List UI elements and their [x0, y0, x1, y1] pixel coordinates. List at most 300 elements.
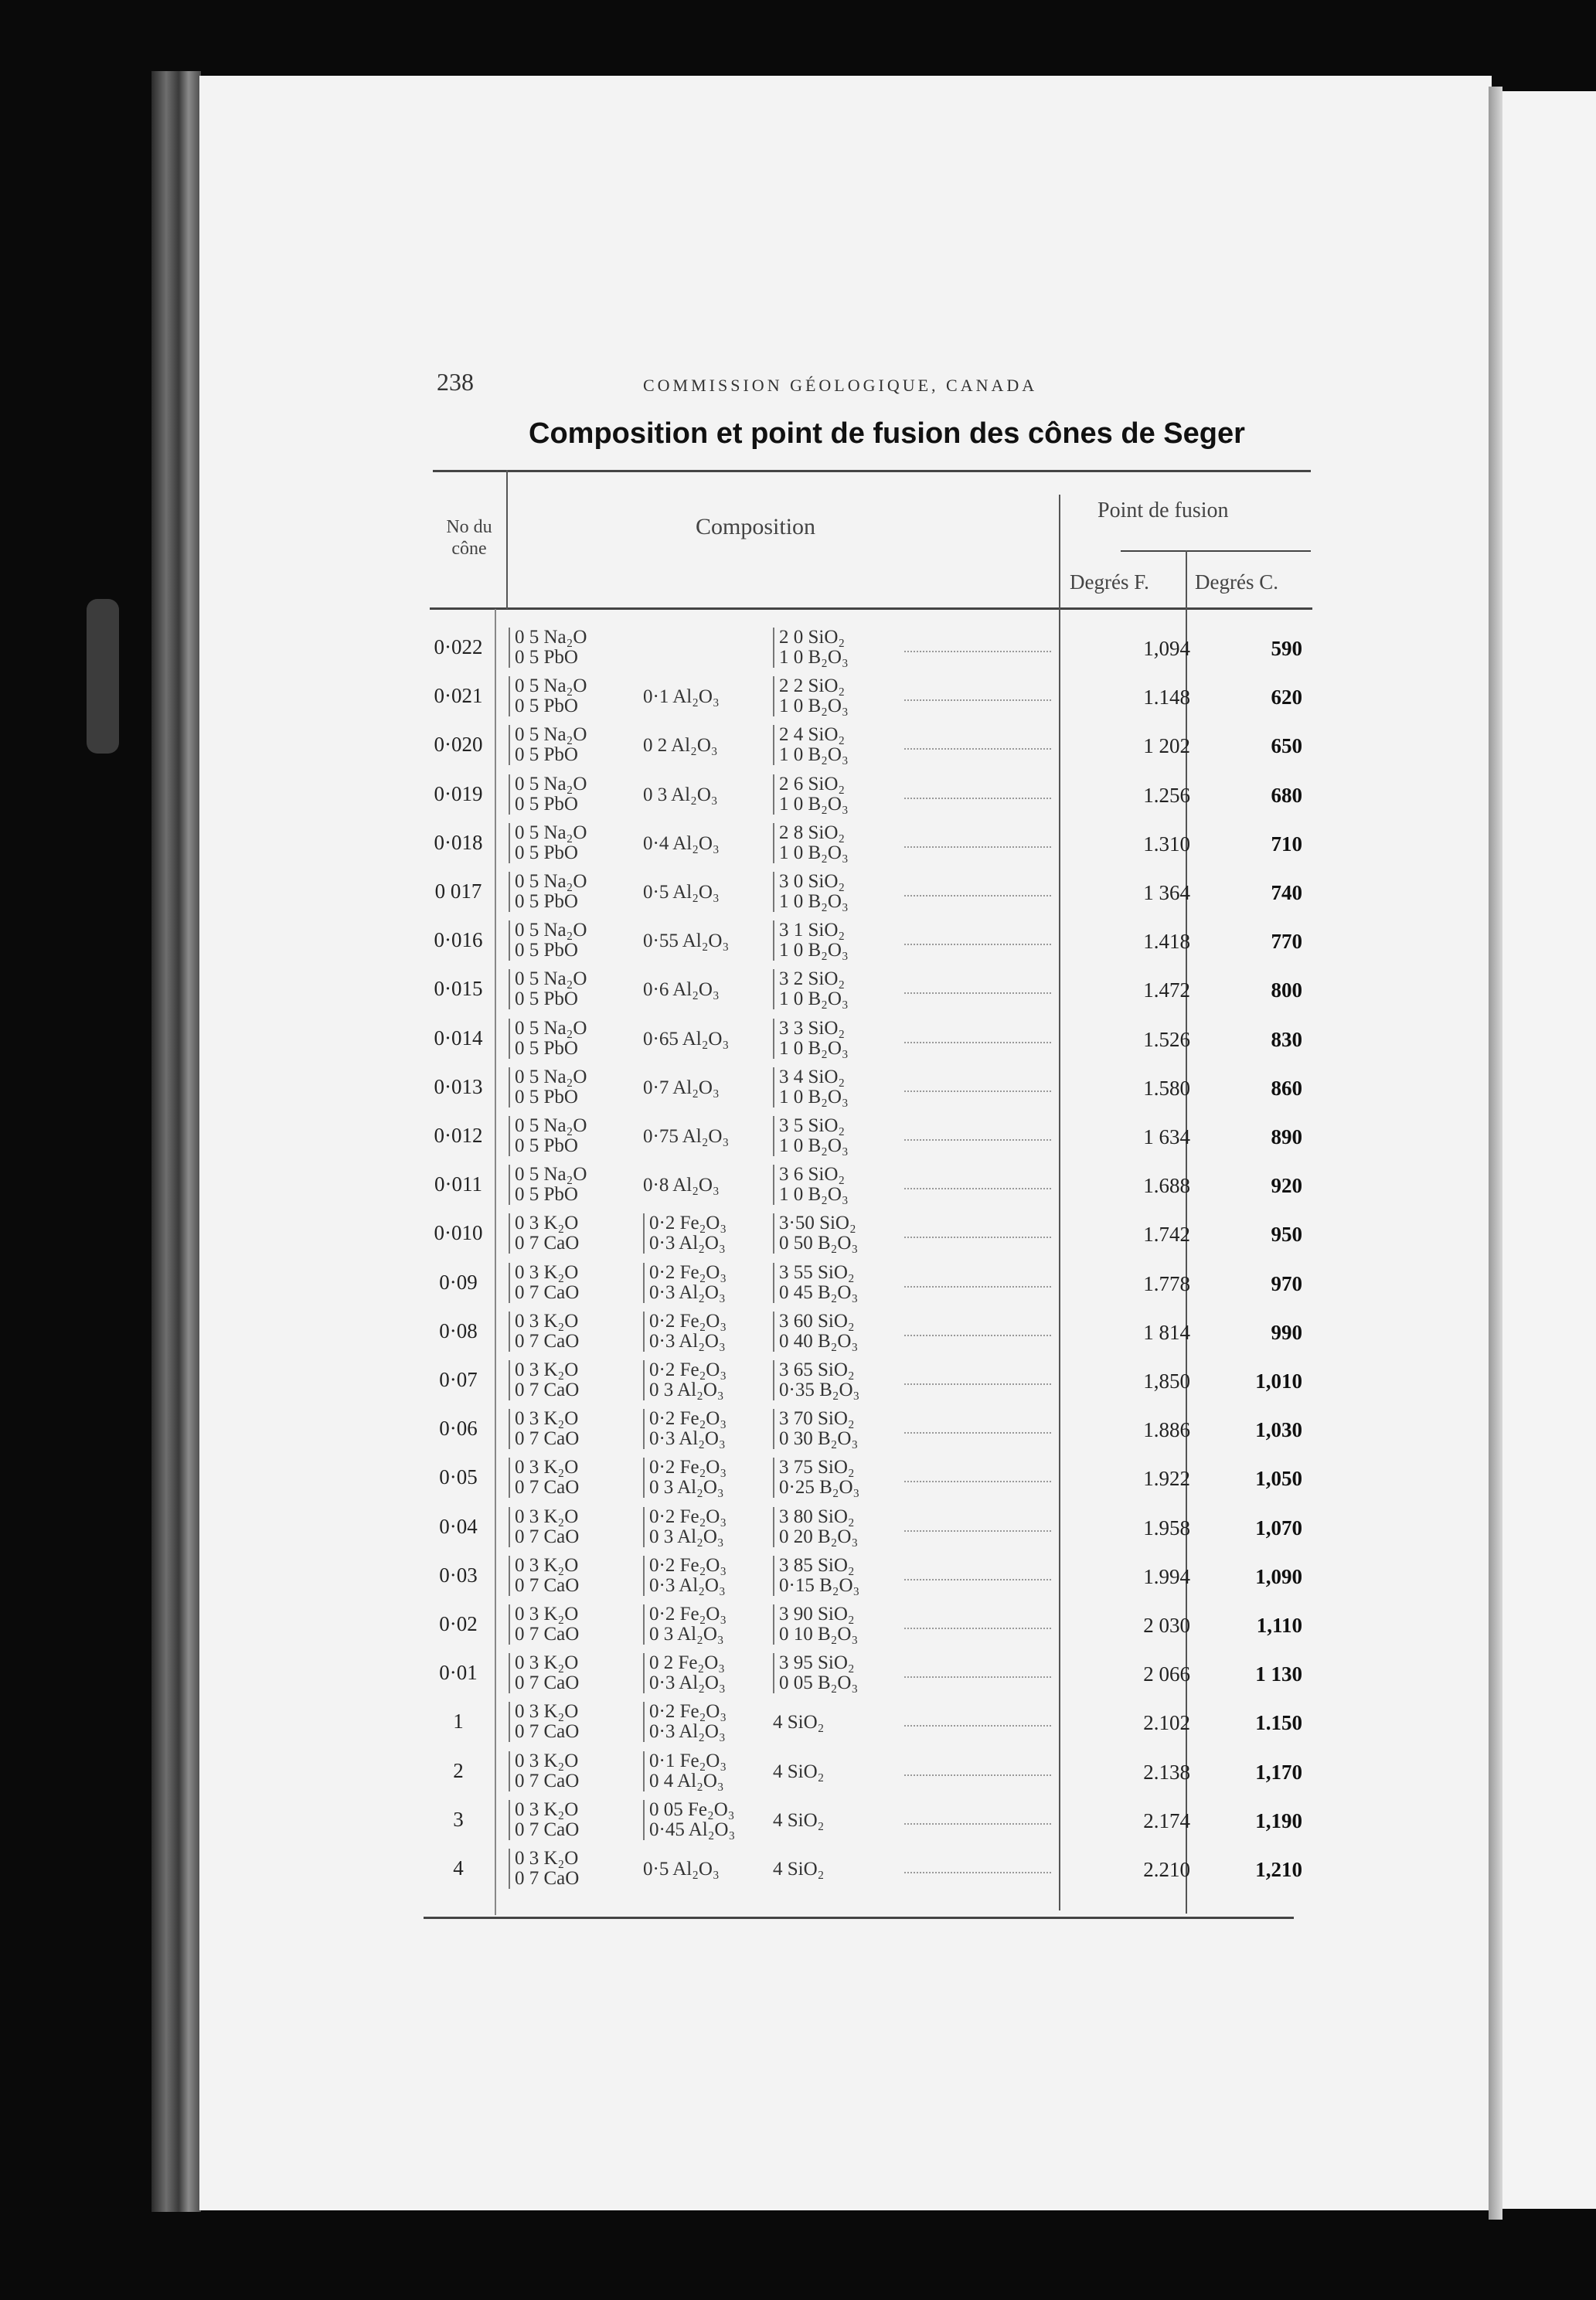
silica-group — [773, 1409, 858, 1449]
flux-group — [509, 725, 587, 765]
alumina-value: 0·4 Al₂O₃ — [643, 832, 720, 854]
degrees-c-value: 890 — [1271, 1125, 1302, 1148]
cone-number: 0·03 — [439, 1563, 478, 1587]
silica-line: 0 20 B₂O₃ — [779, 1526, 859, 1547]
flux-group — [509, 676, 587, 716]
silica-group — [773, 1653, 858, 1693]
degrees-c-value: 970 — [1271, 1271, 1302, 1295]
scan-smudge — [87, 599, 119, 754]
dot-leader — [904, 1286, 1051, 1288]
alumina-group — [643, 1556, 727, 1596]
degrees-f-value: 1.688 — [1143, 1174, 1190, 1198]
cone-number: 0·05 — [439, 1465, 478, 1489]
facing-page — [1502, 91, 1596, 2209]
silica-line: 1 0 B₂O₃ — [779, 696, 849, 717]
dot-leader — [904, 1139, 1051, 1141]
silica-group — [773, 628, 849, 668]
silica-line: 0·35 B₂O₃ — [779, 1380, 860, 1400]
table-row — [417, 820, 1314, 869]
flux-line: 0 5 PbO — [515, 793, 578, 815]
table-row — [417, 1260, 1314, 1308]
cone-number: 0·09 — [439, 1270, 478, 1294]
alumina-line: 0·2 Fe₂O₃ — [649, 1604, 727, 1625]
alumina-value: 0·75 Al₂O₃ — [643, 1126, 730, 1147]
table-row — [417, 673, 1314, 722]
alumina-line: 0·3 Al₂O₃ — [649, 1721, 726, 1743]
table-row — [417, 1357, 1314, 1406]
degrees-f-value: 1 814 — [1143, 1320, 1190, 1344]
silica-line: 3 1 SiO₂ — [779, 920, 846, 941]
table-row — [417, 1601, 1314, 1650]
table-row — [417, 771, 1314, 820]
cone-number: 1 — [453, 1710, 464, 1734]
flux-line: 0 3 K₂O — [515, 1457, 579, 1478]
flux-group — [509, 1556, 579, 1596]
alumina-line: 0 05 Fe₂O₃ — [649, 1798, 735, 1820]
header-degrees-c: Degrés C. — [1195, 570, 1278, 594]
silica-line: 3 90 SiO₂ — [779, 1604, 855, 1625]
alumina-line: 0·3 Al₂O₃ — [649, 1233, 726, 1254]
flux-line: 0 7 CaO — [515, 1819, 580, 1840]
flux-line: 0 3 K₂O — [515, 1604, 579, 1625]
degrees-f-value: 1.526 — [1143, 1027, 1190, 1051]
flux-group — [509, 1702, 579, 1742]
flux-line: 0 5 Na₂O — [515, 773, 587, 794]
flux-group — [509, 1312, 579, 1352]
degrees-f-value: 1.958 — [1143, 1516, 1190, 1540]
degrees-c-value: 680 — [1271, 783, 1302, 807]
silica-line: 3 95 SiO₂ — [779, 1652, 855, 1674]
alumina-line: 0·2 Fe₂O₃ — [649, 1506, 727, 1527]
cone-number: 0·016 — [434, 928, 483, 952]
degrees-c-value: 1,010 — [1255, 1369, 1302, 1393]
flux-group — [509, 628, 587, 668]
flux-group — [509, 1458, 579, 1498]
dot-leader — [904, 944, 1051, 945]
silica-line: 3 65 SiO₂ — [779, 1359, 855, 1380]
alumina-line: 0·3 Al₂O₃ — [649, 1281, 726, 1303]
flux-line: 0 5 PbO — [515, 1135, 578, 1156]
table-top-rule — [433, 470, 1311, 472]
silica-line: 0 30 B₂O₃ — [779, 1428, 859, 1450]
dot-leader — [904, 1628, 1051, 1629]
table-row — [417, 1846, 1314, 1894]
flux-line: 0 3 K₂O — [515, 1261, 579, 1283]
table-row — [417, 1162, 1314, 1210]
degrees-f-value: 2 066 — [1143, 1662, 1190, 1686]
flux-line: 0 3 K₂O — [515, 1701, 579, 1723]
silica-line: 2 4 SiO₂ — [779, 724, 846, 746]
flux-line: 0 7 CaO — [515, 1624, 580, 1645]
cone-number: 4 — [453, 1856, 464, 1880]
alumina-line: 0·2 Fe₂O₃ — [649, 1408, 727, 1430]
silica-line: 1 0 B₂O₃ — [779, 793, 849, 815]
silica-line: 3 6 SiO₂ — [779, 1164, 846, 1186]
dot-leader — [904, 1774, 1051, 1776]
degrees-c-value: 620 — [1271, 686, 1302, 709]
table-row — [417, 1748, 1314, 1797]
table-row — [417, 1308, 1314, 1357]
degrees-c-value: 800 — [1271, 978, 1302, 1002]
flux-group — [509, 1653, 579, 1693]
degrees-f-value: 1.580 — [1143, 1076, 1190, 1100]
flux-line: 0 5 Na₂O — [515, 675, 587, 697]
silica-line: 1 0 B₂O₃ — [779, 1135, 849, 1156]
alumina-line: 0 3 Al₂O₃ — [649, 1624, 724, 1645]
dot-leader — [904, 1335, 1051, 1336]
degrees-f-value: 2.210 — [1143, 1858, 1190, 1881]
flux-group — [509, 1263, 579, 1303]
alumina-line: 0·2 Fe₂O₃ — [649, 1554, 727, 1576]
cone-number: 0·019 — [434, 781, 483, 805]
flux-line: 0 3 K₂O — [515, 1652, 579, 1674]
flux-line: 0 5 Na₂O — [515, 724, 587, 746]
flux-line: 0 5 PbO — [515, 988, 578, 1010]
flux-group — [509, 920, 587, 961]
flux-line: 0 5 Na₂O — [515, 822, 587, 843]
flux-line: 0 5 PbO — [515, 842, 578, 863]
silica-line: 1 0 B₂O₃ — [779, 744, 849, 766]
degrees-c-value: 1,210 — [1255, 1858, 1302, 1881]
alumina-line: 0·3 Al₂O₃ — [649, 1574, 726, 1596]
alumina-group — [643, 1360, 727, 1400]
silica-group — [773, 1604, 858, 1645]
cone-number: 0·06 — [439, 1417, 478, 1441]
alumina-line: 0·2 Fe₂O₃ — [649, 1359, 727, 1380]
dot-leader — [904, 798, 1051, 799]
alumina-value: 0·55 Al₂O₃ — [643, 931, 730, 952]
silica-line: 3 3 SiO₂ — [779, 1017, 846, 1039]
degrees-f-value: 1 634 — [1143, 1125, 1190, 1148]
alumina-group — [643, 1800, 735, 1840]
degrees-f-value: 2.138 — [1143, 1760, 1190, 1784]
degrees-f-value: 1.994 — [1143, 1564, 1190, 1588]
cone-number: 0·020 — [434, 733, 483, 757]
silica-line: 2 2 SiO₂ — [779, 675, 846, 697]
alumina-value: 0·5 Al₂O₃ — [643, 1859, 720, 1880]
degrees-f-value: 1,094 — [1143, 637, 1190, 660]
table-row — [417, 966, 1314, 1015]
cone-number: 3 — [453, 1807, 464, 1831]
cone-number: 0·01 — [439, 1661, 478, 1685]
flux-line: 0 3 K₂O — [515, 1848, 579, 1869]
flux-group — [509, 1800, 579, 1840]
flux-line: 0 5 PbO — [515, 1037, 578, 1059]
dot-leader — [904, 1432, 1051, 1434]
degrees-f-value: 2.102 — [1143, 1711, 1190, 1735]
dot-leader — [904, 1725, 1051, 1727]
table-row — [417, 1064, 1314, 1113]
flux-line: 0 7 CaO — [515, 1233, 580, 1254]
degrees-f-value: 1.886 — [1143, 1418, 1190, 1442]
flux-group — [509, 1165, 587, 1205]
alumina-line: 0·2 Fe₂O₃ — [649, 1701, 727, 1723]
flux-group — [509, 1213, 579, 1254]
dot-leader — [904, 1676, 1051, 1678]
degrees-c-value: 1,070 — [1255, 1516, 1302, 1540]
header-cone-line2: cône — [451, 539, 487, 559]
dot-leader — [904, 699, 1051, 701]
silica-group — [773, 725, 849, 765]
table-row — [417, 869, 1314, 917]
degrees-c-value: 740 — [1271, 881, 1302, 904]
flux-line: 0 7 CaO — [515, 1281, 580, 1303]
flux-group — [509, 1751, 579, 1791]
alumina-line: 0·3 Al₂O₃ — [649, 1428, 726, 1450]
alumina-line: 0 3 Al₂O₃ — [649, 1526, 724, 1547]
silica-line: 3 80 SiO₂ — [779, 1506, 855, 1527]
flux-line: 0 3 K₂O — [515, 1213, 579, 1234]
dot-leader — [904, 1823, 1051, 1825]
degrees-c-value: 1,190 — [1255, 1808, 1302, 1832]
flux-group — [509, 1360, 579, 1400]
flux-line: 0 7 CaO — [515, 1330, 580, 1352]
dot-leader — [904, 1237, 1051, 1238]
page-number: 238 — [437, 368, 474, 396]
cone-number: 0·02 — [439, 1612, 478, 1635]
alumina-line: 0·3 Al₂O₃ — [649, 1330, 726, 1352]
silica-line: 1 0 B₂O₃ — [779, 1086, 849, 1107]
dot-leader — [904, 1383, 1051, 1385]
alumina-line: 0 2 Fe₂O₃ — [649, 1652, 725, 1674]
table-title: Composition et point de fusion des cônes de Seger — [529, 417, 1245, 450]
silica-line: 0 45 B₂O₃ — [779, 1281, 859, 1303]
alumina-value: 0·6 Al₂O₃ — [643, 979, 720, 1001]
alumina-line: 0 3 Al₂O₃ — [649, 1380, 724, 1400]
flux-line: 0 5 Na₂O — [515, 1115, 587, 1136]
cone-number: 0·021 — [434, 684, 483, 708]
header-composition: Composition — [696, 514, 816, 539]
table-row — [417, 1016, 1314, 1064]
dot-leader — [904, 748, 1051, 750]
header-degrees-f: Degrés F. — [1070, 570, 1149, 594]
alumina-value: 0 3 Al₂O₃ — [643, 784, 718, 805]
flux-line: 0 5 Na₂O — [515, 968, 587, 990]
silica-line: 2 8 SiO₂ — [779, 822, 846, 843]
fusion-sub-rule — [1121, 550, 1311, 552]
flux-group — [509, 872, 587, 912]
silica-line: 3 75 SiO₂ — [779, 1457, 855, 1478]
degrees-c-value: 920 — [1271, 1174, 1302, 1198]
flux-line: 0 7 CaO — [515, 1477, 580, 1499]
table-row — [417, 1797, 1314, 1846]
silica-group — [773, 676, 849, 716]
dot-leader — [904, 651, 1051, 652]
alumina-value: 0·1 Al₂O₃ — [643, 686, 720, 708]
flux-line: 0 5 Na₂O — [515, 627, 587, 648]
silica-line: 0·15 B₂O₃ — [779, 1574, 860, 1596]
cone-number: 0·010 — [434, 1221, 483, 1245]
alumina-group — [643, 1312, 727, 1352]
flux-line: 0 5 PbO — [515, 1086, 578, 1107]
alumina-line: 0·2 Fe₂O₃ — [649, 1457, 727, 1478]
degrees-c-value: 1,110 — [1256, 1614, 1302, 1637]
table-bottom-rule — [424, 1917, 1294, 1919]
alumina-line: 0·2 Fe₂O₃ — [649, 1261, 727, 1283]
cone-number: 0·015 — [434, 977, 483, 1001]
flux-group — [509, 1507, 579, 1547]
degrees-f-value: 1.778 — [1143, 1271, 1190, 1295]
cone-number: 0·011 — [434, 1172, 482, 1196]
silica-line: 0 05 B₂O₃ — [779, 1672, 859, 1694]
alumina-group — [643, 1458, 727, 1498]
flux-line: 0 3 K₂O — [515, 1359, 579, 1380]
silica-line: 1 0 B₂O₃ — [779, 988, 849, 1010]
degrees-c-value: 950 — [1271, 1223, 1302, 1247]
alumina-line: 0·2 Fe₂O₃ — [649, 1310, 727, 1332]
cone-number: 0·04 — [439, 1514, 478, 1538]
dot-leader — [904, 1530, 1051, 1532]
silica-line: 3 5 SiO₂ — [779, 1115, 846, 1136]
degrees-c-value: 1 130 — [1255, 1662, 1302, 1686]
silica-group — [773, 774, 849, 815]
table-row — [417, 1406, 1314, 1455]
flux-group — [509, 1604, 579, 1645]
silica-value: 4 SiO₂ — [773, 1859, 825, 1880]
table-row — [417, 1210, 1314, 1259]
flux-group — [509, 1116, 587, 1156]
silica-group — [773, 1165, 849, 1205]
flux-group — [509, 1409, 579, 1449]
header-bottom-rule — [430, 607, 1312, 610]
alumina-line: 0·3 Al₂O₃ — [649, 1672, 726, 1694]
alumina-group — [643, 1507, 727, 1547]
degrees-f-value: 1 202 — [1143, 734, 1190, 758]
cone-number: 0·014 — [434, 1026, 483, 1050]
flux-line: 0 3 K₂O — [515, 1750, 579, 1771]
silica-line: 3 55 SiO₂ — [779, 1261, 855, 1283]
flux-group — [509, 823, 587, 863]
silica-group — [773, 1019, 849, 1059]
degrees-f-value: 1.418 — [1143, 930, 1190, 954]
silica-line: 2 0 SiO₂ — [779, 627, 846, 648]
silica-group — [773, 1360, 859, 1400]
silica-line: 0·25 B₂O₃ — [779, 1477, 860, 1499]
degrees-c-value: 770 — [1271, 930, 1302, 954]
degrees-c-value: 710 — [1271, 832, 1302, 856]
silica-line: 3 60 SiO₂ — [779, 1310, 855, 1332]
silica-group — [773, 1458, 859, 1498]
header-cone — [434, 516, 504, 560]
silica-line: 3 0 SiO₂ — [779, 871, 846, 892]
table-row — [417, 1650, 1314, 1699]
table-row — [417, 1455, 1314, 1503]
degrees-c-value: 590 — [1271, 637, 1302, 660]
alumina-group — [643, 1213, 727, 1254]
degrees-c-value: 1,030 — [1255, 1418, 1302, 1442]
flux-line: 0 3 K₂O — [515, 1408, 579, 1430]
degrees-c-value: 1,090 — [1255, 1564, 1302, 1588]
alumina-group — [643, 1751, 727, 1791]
degrees-c-value: 650 — [1271, 734, 1302, 758]
book-binding — [151, 71, 201, 2212]
alumina-line: 0·2 Fe₂O₃ — [649, 1213, 727, 1234]
flux-line: 0 7 CaO — [515, 1672, 580, 1694]
degrees-c-value: 1,170 — [1255, 1760, 1302, 1784]
flux-line: 0 5 Na₂O — [515, 1017, 587, 1039]
dot-leader — [904, 1188, 1051, 1189]
degrees-f-value: 1 364 — [1143, 881, 1190, 904]
flux-group — [509, 774, 587, 815]
flux-line: 0 7 CaO — [515, 1868, 580, 1889]
alumina-group — [643, 1263, 727, 1303]
alumina-line: 0·1 Fe₂O₃ — [649, 1750, 727, 1771]
silica-line: 3·50 SiO₂ — [779, 1213, 856, 1234]
cone-number: 0·08 — [439, 1318, 478, 1342]
cone-number: 2 — [453, 1758, 464, 1782]
cone-number: 0·07 — [439, 1368, 478, 1391]
silica-line: 1 0 B₂O₃ — [779, 891, 849, 912]
flux-line: 0 7 CaO — [515, 1721, 580, 1743]
flux-group — [509, 1019, 587, 1059]
silica-group — [773, 1067, 849, 1107]
header-fusion-point: Point de fusion — [1097, 498, 1229, 522]
table-row — [417, 917, 1314, 966]
degrees-c-value: 1,050 — [1255, 1467, 1302, 1491]
flux-line: 0 5 PbO — [515, 891, 578, 912]
silica-line: 1 0 B₂O₃ — [779, 842, 849, 863]
flux-line: 0 3 K₂O — [515, 1554, 579, 1576]
alumina-value: 0·8 Al₂O₃ — [643, 1175, 720, 1196]
silica-line: 1 0 B₂O₃ — [779, 1184, 849, 1206]
silica-line: 1 0 B₂O₃ — [779, 1037, 849, 1059]
table-row — [417, 722, 1314, 771]
degrees-f-value: 2 030 — [1143, 1614, 1190, 1637]
degrees-f-value: 1,850 — [1143, 1369, 1190, 1393]
silica-line: 0 40 B₂O₃ — [779, 1330, 859, 1352]
alumina-value: 0 2 Al₂O₃ — [643, 735, 718, 757]
cone-number: 0·018 — [434, 830, 483, 854]
table-row — [417, 1699, 1314, 1747]
degrees-f-value: 1.148 — [1143, 686, 1190, 709]
cone-number: 0·013 — [434, 1074, 483, 1098]
flux-line: 0 7 CaO — [515, 1428, 580, 1450]
silica-line: 1 0 B₂O₃ — [779, 940, 849, 961]
alumina-line: 0·45 Al₂O₃ — [649, 1819, 736, 1840]
silica-value: 4 SiO₂ — [773, 1712, 825, 1734]
silica-line: 3 85 SiO₂ — [779, 1554, 855, 1576]
silica-group — [773, 969, 849, 1009]
silica-group — [773, 920, 849, 961]
table-row — [417, 1553, 1314, 1601]
silica-group — [773, 1213, 858, 1254]
degrees-f-value: 1.256 — [1143, 783, 1190, 807]
table-row — [417, 624, 1314, 673]
flux-line: 0 5 PbO — [515, 647, 578, 668]
degrees-f-value: 1.310 — [1143, 832, 1190, 856]
dot-leader — [904, 1042, 1051, 1043]
degrees-f-value: 1.922 — [1143, 1467, 1190, 1491]
flux-line: 0 5 Na₂O — [515, 871, 587, 892]
silica-group — [773, 1263, 858, 1303]
silica-group — [773, 823, 849, 863]
degrees-c-value: 990 — [1271, 1320, 1302, 1344]
degrees-c-value: 830 — [1271, 1027, 1302, 1051]
degrees-f-value: 1.472 — [1143, 978, 1190, 1002]
silica-line: 0 50 B₂O₃ — [779, 1233, 859, 1254]
running-head: COMMISSION GÉOLOGIQUE, CANADA — [643, 376, 1038, 395]
dot-leader — [904, 1481, 1051, 1482]
flux-line: 0 5 Na₂O — [515, 1066, 587, 1087]
flux-line: 0 5 PbO — [515, 744, 578, 766]
page-edge — [1489, 87, 1502, 2220]
silica-line: 1 0 B₂O₃ — [779, 647, 849, 668]
silica-line: 3 70 SiO₂ — [779, 1408, 855, 1430]
silica-value: 4 SiO₂ — [773, 1809, 825, 1831]
alumina-value: 0·65 Al₂O₃ — [643, 1028, 730, 1050]
degrees-f-value: 1.742 — [1143, 1223, 1190, 1247]
alumina-group — [643, 1702, 727, 1742]
